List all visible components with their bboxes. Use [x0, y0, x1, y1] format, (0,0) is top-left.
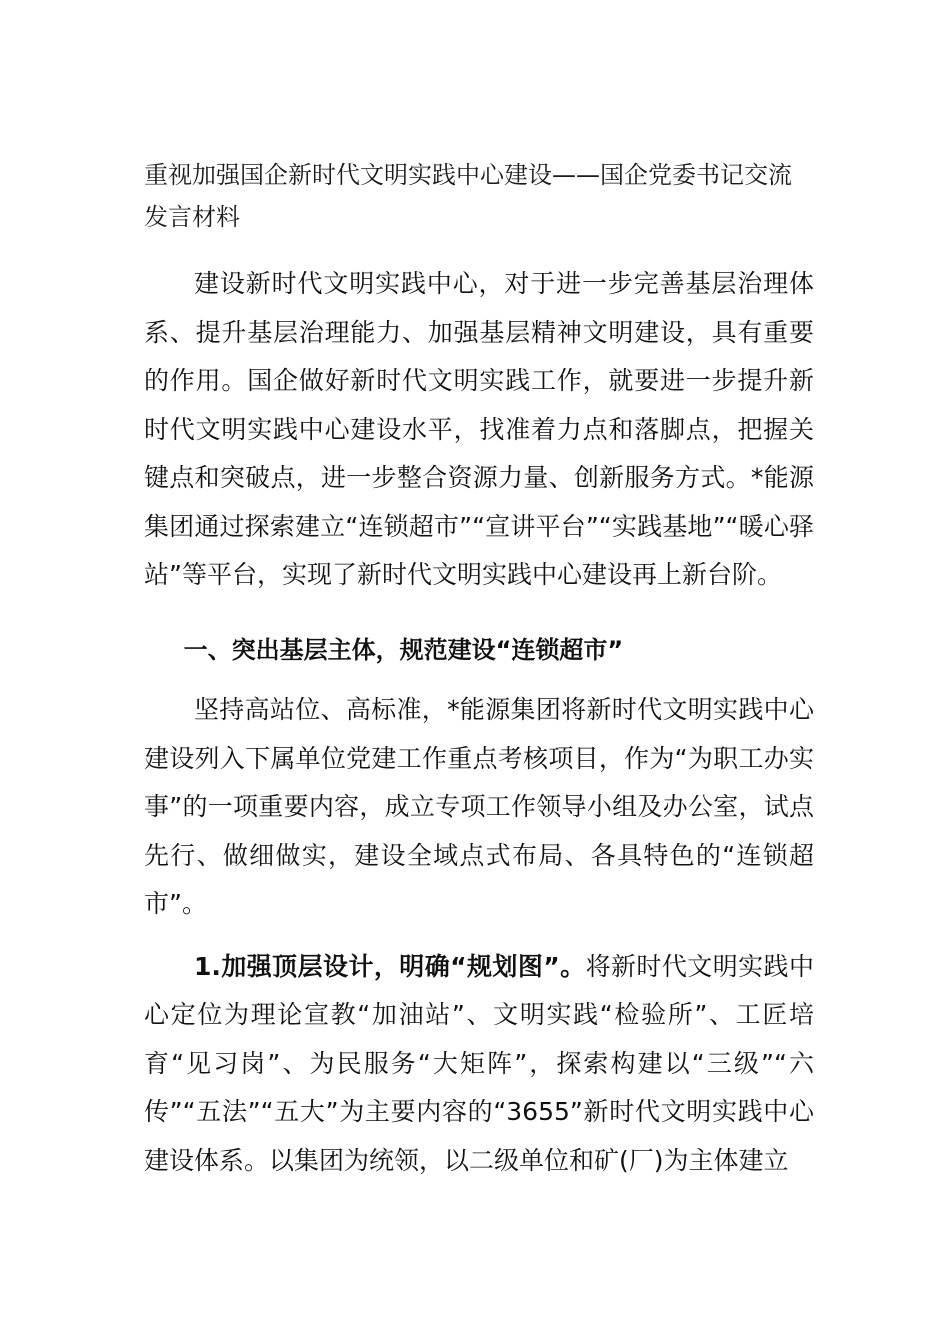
section-body-paragraph: 坚持高站位、高标准，*能源集团将新时代文明实践中心建设列入下属单位党建工作重点考核项目，作为“为职工办实事”的一项重要内容，成立专项工作领导小组及办公室，试点先行、做细做实，建设全域点式布局、各具特色的“连锁超市”。 [144, 695, 814, 918]
document-page [144, 154, 814, 1185]
item-paragraph [144, 943, 814, 1186]
spacer [144, 929, 814, 943]
section-heading: 一、突出基层主体，规范建设“连锁超市” [183, 635, 624, 664]
document-title: 重视加强国企新时代文明实践中心建设——国企党委书记交流发言材料 [144, 161, 792, 231]
spacer [144, 600, 814, 614]
item-body: 将新时代文明实践中心定位为理论宣教“加油站”、文明实践“检验所”、工匠培育“见习岗”、为民服务“大矩阵”，探索构建以“三级”“六传”“五法”“五大”为主要内容的“3655”新时代文明实践中心建设体系。以集团为统领，以二级单位和矿(厂)为主体建立 [144, 951, 814, 1175]
intro-paragraph: 建设新时代文明实践中心，对于进一步完善基层治理体系、提升基层治理能力、加强基层精神文明建设，具有重要的作用。国企做好新时代文明实践工作，就要进一步提升新时代文明实践中心建设水平，找准着力点和落脚点，把握关键点和突破点，进一步整合资源力量、创新服务方式。*能源集团通过探索建立“连锁超市”“宣讲平台”“实践基地”“暖心驿站”等平台，实现了新时代文明实践中心建设再上新台阶。 [144, 269, 814, 589]
item-lead: 1.加强顶层设计，明确“规划图”。 [194, 951, 586, 981]
